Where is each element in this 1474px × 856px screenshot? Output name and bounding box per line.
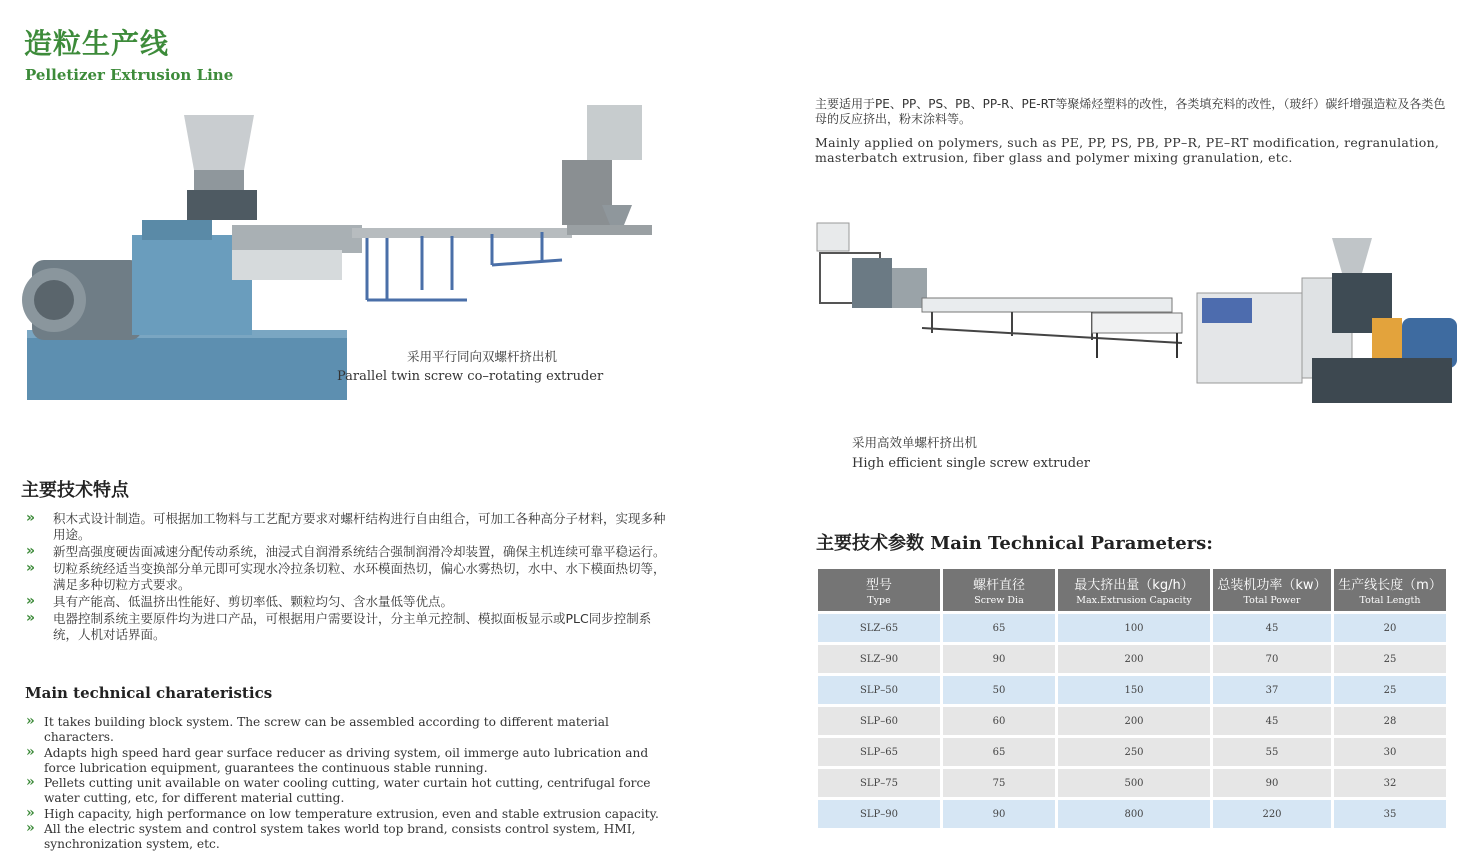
single-extruder-caption-en: High efficient single screw extruder: [852, 456, 1090, 471]
single-screw-extruder-image: [812, 218, 1462, 418]
table-row: [818, 738, 1446, 766]
table-cell: SLP–75: [818, 769, 940, 797]
table-cell: 65: [943, 614, 1055, 642]
page-title-en: Pelletizer Extrusion Line: [25, 66, 234, 84]
table-row: [818, 707, 1446, 735]
table-cell: 35: [1334, 800, 1446, 828]
table-cell: SLZ–90: [818, 645, 940, 673]
feature-item: » 积木式设计制造。可根据加工物料与工艺配方要求对螺杆结构进行自由组合，可加工各种高分子材料，实现多种用途。: [26, 511, 666, 543]
table-cell: 45: [1213, 707, 1331, 735]
feature-item: » Pellets cutting unit available on water cooling cutting, water curtain hot cutting, centrifugal force water cutting, etc, for different material cutting.: [26, 776, 666, 807]
table-cell: SLP–50: [818, 676, 940, 704]
table-cell: 200: [1058, 645, 1210, 673]
feature-item: » All the electric system and control system takes world top brand, consists control system, HMI, synchronization system, etc.: [26, 822, 666, 853]
table-row: [818, 614, 1446, 642]
table-cell: 50: [943, 676, 1055, 704]
feature-item: » 新型高强度硬齿面减速分配传动系统，油浸式自润滑系统结合强制润滑冷却装置，确保主机连续可靠平稳运行。: [26, 544, 666, 560]
table-header-row: [818, 569, 1446, 611]
twin-extruder-caption-en: Parallel twin screw co–rotating extruder: [337, 369, 604, 384]
column-header: 总装机功率（kw） Total Power: [1213, 569, 1331, 611]
column-header: 生产线长度（m） Total Length: [1334, 569, 1446, 611]
application-description: [815, 97, 1455, 165]
params-heading: [816, 529, 1213, 555]
table-row: [818, 769, 1446, 797]
table-cell: 28: [1334, 707, 1446, 735]
table-cell: 70: [1213, 645, 1331, 673]
table-cell: 25: [1334, 676, 1446, 704]
table-row: [818, 645, 1446, 673]
params-table: [815, 566, 1449, 831]
features-list-en: [26, 715, 666, 853]
params-heading-en: Main Technical Parameters:: [930, 533, 1213, 554]
table-cell: 65: [943, 738, 1055, 766]
table-cell: 800: [1058, 800, 1210, 828]
table-cell: 25: [1334, 645, 1446, 673]
feature-item: » 切粒系统经适当变换部分单元即可实现水冷拉条切粒、水环模面热切，偏心水雾热切，水中、水下模面热切等，满足多种切粒方式要求。: [26, 561, 666, 593]
twin-screw-extruder-image: [22, 100, 662, 410]
table-cell: 500: [1058, 769, 1210, 797]
table-cell: 250: [1058, 738, 1210, 766]
feature-item: » High capacity, high performance on low temperature extrusion, even and stable extrusion capacity.: [26, 807, 666, 822]
table-cell: 100: [1058, 614, 1210, 642]
table-cell: 90: [943, 645, 1055, 673]
table-cell: SLP–60: [818, 707, 940, 735]
table-cell: SLZ–65: [818, 614, 940, 642]
feature-item: » It takes building block system. The screw can be assembled according to different material characters.: [26, 715, 666, 746]
column-header: 螺杆直径 Screw Dia: [943, 569, 1055, 611]
table-cell: 32: [1334, 769, 1446, 797]
description-cn: 主要适用于PE、PP、PS、PB、PP-R、PE-RT等聚烯烃塑料的改性，各类填充料的改性，（玻纤）碳纤增强造粒及各类色母的反应挤出，粉末涂料等。: [815, 97, 1446, 126]
table-cell: 55: [1213, 738, 1331, 766]
table-row: [818, 676, 1446, 704]
table-row: [818, 800, 1446, 828]
table-cell: 75: [943, 769, 1055, 797]
table-cell: 200: [1058, 707, 1210, 735]
features-heading-en: Main technical charateristics: [25, 684, 273, 702]
feature-item: » Adapts high speed hard gear surface reducer as driving system, oil immerge auto lubrication and force lubrication equipment, guarantees the continuous stable running.: [26, 746, 666, 777]
table-cell: SLP–65: [818, 738, 940, 766]
feature-item: » 电器控制系统主要原件均为进口产品，可根据用户需要设计，分主单元控制、模拟面板显示或PLC同步控制系统，人机对话界面。: [26, 611, 666, 643]
table-cell: 30: [1334, 738, 1446, 766]
page-title-cn: 造粒生产线: [24, 27, 170, 60]
features-list-cn: [26, 511, 666, 644]
features-heading-cn: 主要技术特点: [21, 480, 129, 501]
params-heading-cn: 主要技术参数: [816, 533, 924, 554]
single-extruder-caption-cn: 采用高效单螺杆挤出机: [852, 435, 978, 450]
table-cell: 220: [1213, 800, 1331, 828]
table-cell: 90: [943, 800, 1055, 828]
description-en: Mainly applied on polymers, such as PE, PP, PS, PB, PP–R, PE–RT modification, regranulation, masterbatch extrusion, fiber glass and polymer mixing granulation, etc.: [815, 135, 1440, 165]
twin-extruder-caption-cn: 采用平行同向双螺杆挤出机: [407, 349, 558, 364]
table-cell: 37: [1213, 676, 1331, 704]
column-header: 最大挤出量（kg/h） Max.Extrusion Capacity: [1058, 569, 1210, 611]
table-cell: 90: [1213, 769, 1331, 797]
table-cell: 20: [1334, 614, 1446, 642]
table-cell: 60: [943, 707, 1055, 735]
table-cell: 45: [1213, 614, 1331, 642]
column-header: 型号 Type: [818, 569, 940, 611]
feature-item: » 具有产能高、低温挤出性能好、剪切率低、颗粒均匀、含水量低等优点。: [26, 594, 666, 610]
table-cell: SLP–90: [818, 800, 940, 828]
table-cell: 150: [1058, 676, 1210, 704]
